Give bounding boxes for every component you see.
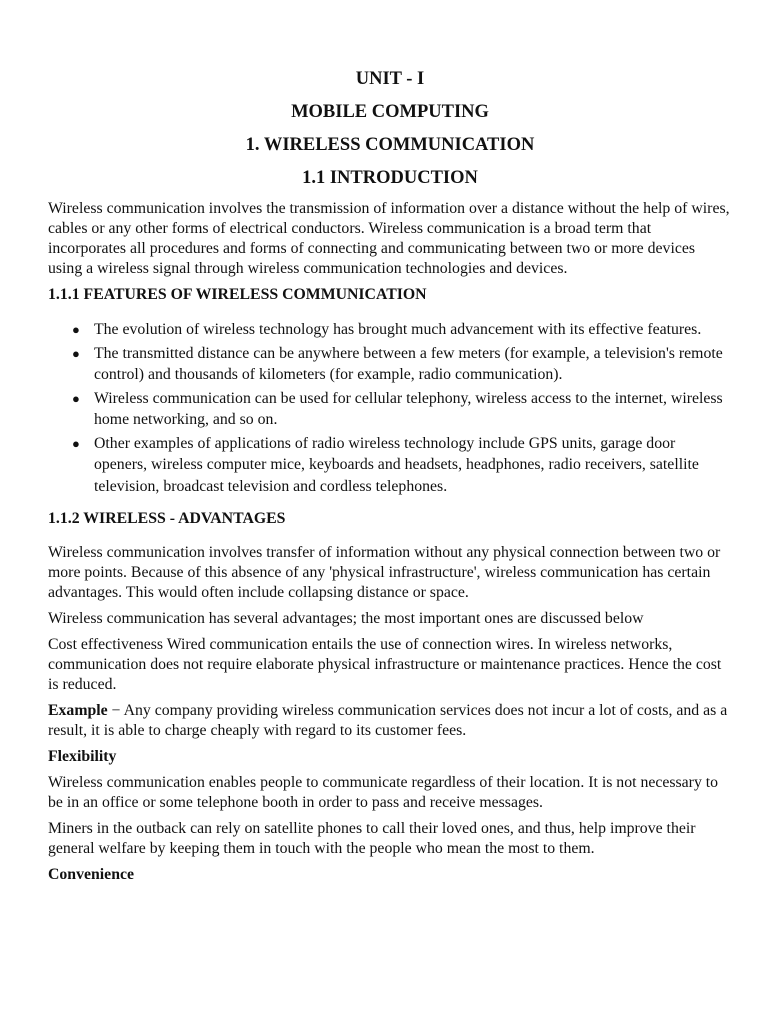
example-text: − Any company providing wireless communication services does not incur a lot of costs, and as a result, it is able to charge cheaply with regard to its customer fees. [48,702,728,739]
bullet-icon: ● [72,390,80,406]
flexibility-paragraph-1: Wireless communication enables people to communicate regardless of their location. It is not necessary to be in an office or some telephone booth in order to pass and receive messages. [48,774,719,811]
cost-effectiveness-paragraph: Cost effectiveness Wired communication entails the use of connection wires. In wireless networks, communication does not require elaborate physical infrastructure or maintenance practices. Hence the cost is reduced. [48,636,722,693]
bullet-icon: ● [72,435,80,451]
bullet-icon: ● [72,345,80,361]
unit-heading: UNIT - I [355,69,425,89]
list-item [48,319,732,341]
example-label: Example [48,702,108,719]
advantages-paragraph-2: Wireless communication has several advantages; the most important ones are discussed below [48,610,644,627]
chapter-heading: 1. WIRELESS COMMUNICATION [245,135,535,155]
list-item [48,433,732,498]
list-item-text: Other examples of applications of radio wireless technology include GPS units, garage door openers, wireless computer mice, keyboards and headsets, headphones, radio receivers, satellite television, broadcast television and cordless telephones. [94,434,699,495]
features-heading: 1.1.1 FEATURES OF WIRELESS COMMUNICATION [48,286,427,303]
section-heading: 1.1 INTRODUCTION [302,168,478,188]
list-item [48,343,732,386]
flexibility-heading: Flexibility [48,748,117,765]
features-list [48,319,732,497]
bullet-icon: ● [72,322,80,337]
list-item-text: The transmitted distance can be anywhere between a few meters (for example, a television's remote control) and thousands of kilometers (for example, radio communication). [94,344,723,383]
flexibility-paragraph-2: Miners in the outback can rely on satellite phones to call their loved ones, and thus, help improve their general welfare by keeping them in touch with the people who mean the most to them. [48,820,696,857]
list-item-text: The evolution of wireless technology has brought much advancement with its effective features. [94,321,702,338]
intro-paragraph: Wireless communication involves the transmission of information over a distance without the help of wires, cables or any other forms of electrical conductors. Wireless communication is a broad term that incorporates all procedures and forms of connecting and communicating between two or more devices using a wireless signal through wireless communication technologies and devices. [48,200,730,277]
advantages-heading: 1.1.2 WIRELESS - ADVANTAGES [48,510,286,527]
course-heading: MOBILE COMPUTING [291,102,489,122]
example-paragraph [48,701,732,741]
list-item [48,388,732,431]
advantages-paragraph-1: Wireless communication involves transfer of information without any physical connection between two or more points. Because of this absence of any 'physical infrastructure', wireless communication has certain advantages. This would often include collapsing distance or space. [48,544,721,601]
convenience-heading: Convenience [48,866,134,883]
list-item-text: Wireless communication can be used for cellular telephony, wireless access to the internet, wireless home networking, and so on. [94,389,723,428]
